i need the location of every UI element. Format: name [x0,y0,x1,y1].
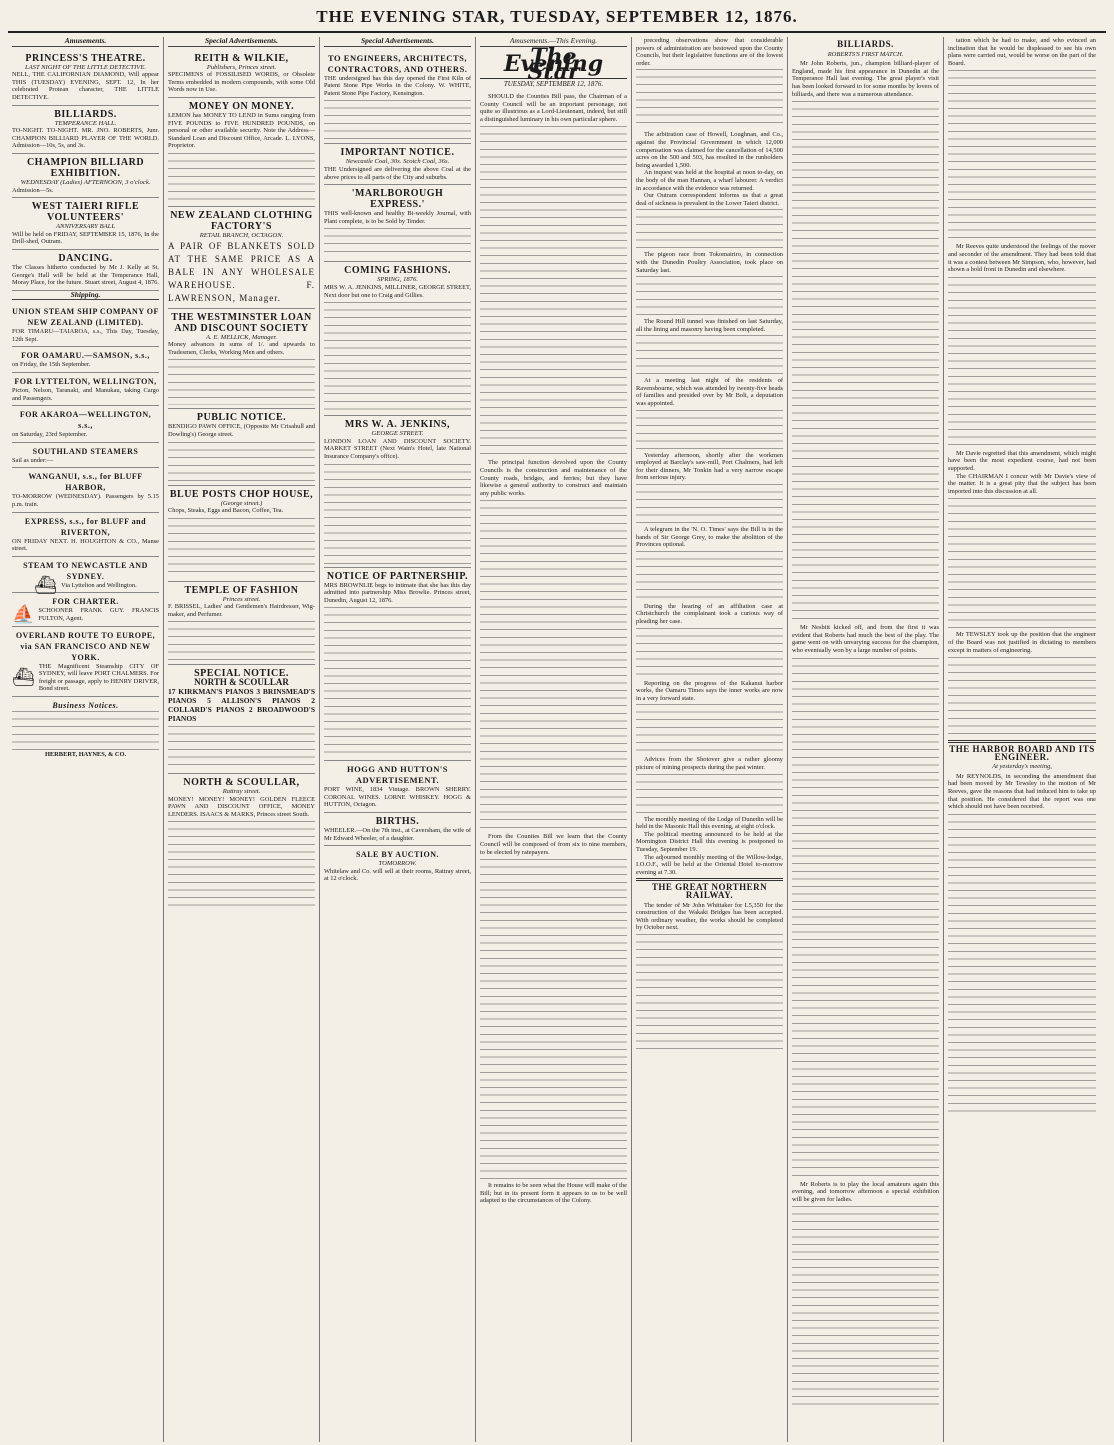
paper-title-logo: The Evening Star [480,50,627,80]
ship-ad-body: Sail as under:— [12,456,54,464]
news-paragraph: Yesterday afternoon, shortly after the workmen employed at Barclay's saw-mill, Port Chalmers, had left for their dinners, Mr Tonkin had a very narrow escape from serious injury. [636,451,783,482]
ad-title: PUBLIC NOTICE. [196,412,287,424]
article-title: THE HARBOR BOARD AND ITS ENGINEER. [949,744,1095,762]
ad-subtitle: (George street.) [220,499,263,507]
small-print-block [168,621,315,661]
ad-title: MRS W. A. JENKINS, [344,419,451,431]
editorial-paragraph: From the Counties Bill we learn that the County Council will be composed of from six to nine members, to be elected by ratepayers. [480,833,627,856]
ship-ad-title: WANGANUI, s.s., for BLUFF HARBOR, [28,472,143,493]
ad-block [324,185,471,262]
ad-block [324,262,471,416]
small-print-block [168,518,315,578]
ad-block [324,416,471,567]
small-print-block [636,410,783,450]
column-amusements [8,37,164,1442]
column-heading: Special Advertisements. [168,37,315,47]
news-paragraph: During the hearing of an affiliation case at Christchurch the complainant took a curious way of pleading her case. [636,602,783,625]
ad-block [168,50,315,98]
ad-body: THE Undersigned are delivering the above Coal at the above prices to all parts of the City and suburbs. [324,165,471,181]
news-paragraph: The pigeon race from Tokomairiro, in connection with the Dunedin Poultry Association, took place on Saturday last. [636,251,783,274]
ad-block [324,50,471,145]
ship-ad-body: SCHOONER FRANK GUY. FRANCIS FULTON, Agent. [38,607,159,622]
small-print-block [168,359,315,405]
ad-subtitle: Newcastle Coal, 30s. Scotch Coal, 36s. [345,158,450,166]
ad-title: SPECIAL NOTICE. [194,668,289,680]
ship-ad-title: UNION STEAM SHIP COMPANY OF NEW ZEALAND (LIMITED). [12,307,159,328]
small-print-block [636,934,783,1054]
column-grid [8,37,1106,1442]
small-print-block [324,100,471,140]
article-paragraph: Mr Roberts is to play the local amateurs again this evening, and tomorrow afternoon a special exhibition will be given for ladies. [792,1180,939,1203]
ad-block [168,774,315,914]
ship-ad-title: FOR OAMARU.—SAMSON, s.s., [21,351,150,361]
ad-block [12,154,159,198]
ship-ad-body: ON FRIDAY NEXT. H. HOUGHTON & CO., Manse street. [12,537,159,553]
page-masthead: THE EVENING STAR, TUESDAY, SEPTEMBER 12, 1876. [8,6,1106,33]
ship-ad-body: on Friday, the 15th September. [12,361,91,369]
ship-ad-body: TO-MORROW (WEDNESDAY). Passengers by 5.15 p.m. train. [12,493,159,509]
article-title: THE GREAT NORTHERN RAILWAY. [651,882,768,900]
steamship-icon: ⛴ [34,574,58,595]
dateline: TUESDAY, SEPTEMBER 12, 1876. [503,80,604,89]
column-heading: Amusements.—This Evening. [480,37,627,47]
small-print-block [948,277,1096,447]
column-heading: Amusements. [12,37,159,47]
ship-ad-title: FOR CHARTER. [52,597,119,607]
divider [636,878,783,880]
ad-block [324,813,471,846]
news-paragraph: Reporting on the progress of the Kakanui harbor works, the Oamaru Times says the inner works are now in a very forward state. [636,679,783,702]
news-paragraph: The Round Hill tunnel was finished on last Saturday, all the lining and masonry having been completed. [636,318,783,333]
article-paragraph: Mr John Roberts, jun., champion billiard-player of England, made his first appearance in Dunedin at the Temperance Hall last evening. The great player's visit has been looked forward to for some months by lovers of billiards, and there was a numerous attendance. [792,60,939,98]
news-paragraph: At a meeting last night of the residents of Ravensbourne, which was attended by twenty-five heads of families and presided over by Mr Bolt, a deputation was appointed. [636,377,783,408]
column-special-ads-1 [164,37,320,1442]
small-print-block [324,302,471,412]
column-special-ads-2 [320,37,476,1442]
news-paragraph: The political meeting announced to be held at the Mornington District Hall this evening is postponed to Tuesday, September 19. [636,830,783,853]
ad-subtitle: RETAIL BRANCH, OCTAGON. [199,231,284,239]
news-paragraph: Advices from the Shotover give a rather gloomy picture of mining prospects during the past winter. [636,756,783,771]
ad-title: REITH & WILKIE, [194,52,289,64]
ad-block [324,846,471,886]
ad-body: Money advances in sums of 1/. and upwards to Tradesmen, Clerks, Working Men and others. [168,341,315,356]
news-paragraph: The monthly meeting of the Lodge of Dunedin will be held in the Masonic Hall this evening, at eight o'clock. [636,815,783,831]
ad-title: NEW ZEALAND CLOTHING FACTORY'S [170,209,313,232]
ship-ad [12,373,159,406]
ad-body: LEMON has MONEY TO LEND in Sums ranging from FIVE POUNDS to FIVE HUNDRED POUNDS, on personal or other available security. Note the Address— Standard Loan and Discount Office, Arcade. L. LYONS, Proprietor. [168,111,315,150]
ad-block [12,250,159,291]
ship-ad-title: Business Notices. [52,700,119,710]
ship-ad [12,443,159,469]
ship-ad [12,697,159,762]
small-print-block [168,726,315,770]
small-print-block [324,228,471,258]
ad-body: SPECIMENS of FOSSILISED WORDS, or Obsolete Terms embedded in modern compounds, with some Old Words now in Use. [168,71,315,94]
ad-title: IMPORTANT NOTICE. [340,147,455,159]
small-print-block [480,500,627,830]
ad-title: TO ENGINEERS, ARCHITECTS, CONTRACTORS, AND OTHERS. [327,52,468,74]
ad-body: MONEY! MONEY! MONEY! GOLDEN FLEECE PAWN AND DISCOUNT OFFICE, MONEY LENDERS. ISAACS & MARKS, Princes street South. [168,795,315,818]
ad-subtitle: A. E. MELLICK, Manager. [206,333,277,341]
news-paragraph: An inquest was held at the hospital at noon to-day, on the body of the man Hannan, a wharf labourer. A verdict in accordance with the evidence was returned. [636,169,783,192]
ship-ad-title: EXPRESS, s.s., for BLUFF and RIVERTON, [24,516,147,537]
ad-body: THIS well-known and healthy Bi-weekly Journal, with Plant complete, is to be Sold by Tender. [324,210,471,225]
ad-body: A PAIR OF BLANKETS SOLD AT THE SAME PRICE AS A BALE IN ANY WHOLESALE WAREHOUSE. F. LAWRENSON, Manager. [168,240,315,303]
ship-ad [12,406,159,443]
ad-block [168,409,315,485]
article-subtitle: ROBERTS'S FIRST MATCH. [827,50,904,58]
ad-title: BILLIARDS. [54,108,117,120]
column-heading: Special Advertisements. [324,37,471,47]
schooner-icon: ⛵ [12,604,35,625]
ad-subtitle: TEMPERANCE HALL. [54,119,117,127]
ship-ad [12,627,159,697]
ship-ad-title: FOR LYTTELTON, WELLINGTON, [14,377,157,387]
column-billiards [788,37,944,1442]
ad-title: PRINCESS'S THEATRE. [25,52,146,64]
ad-body: BENDIGO PAWN OFFICE, (Opposite Mr Crisahull and Dowling's) George street. [168,423,315,438]
ad-title: SALE BY AUCTION. [355,850,440,860]
ad-block [324,568,471,762]
article-subtitle: At yesterday's meeting, [992,763,1052,771]
small-print-block [168,442,315,482]
small-print-block [168,821,315,911]
ship-ad [12,468,159,512]
ship-ad-title: SOUTHLAND STEAMERS [32,446,139,456]
ad-subtitle: Rattray street. [222,788,261,796]
editorial-paragraph: The principal function devolved upon the County Councils is the construction and maintenance of the County roads, bridges, and ferries; but they have likewise a general authority to construct and maintain any public works. [480,459,627,497]
ad-title: COMING FASHIONS. [344,265,451,277]
ad-block [168,582,315,666]
ad-title: NOTICE OF PARTNERSHIP. [326,570,469,582]
small-print-block [480,859,627,1179]
ad-title: HOGG AND HUTTON'S ADVERTISEMENT. [347,764,448,786]
ship-ad-body: THE Magnificent Steamship CITY OF SYDNEY, will leave PORT CHALMERS. For freight or passage, apply to HENRY DRIVER, Bond street. [38,662,159,693]
small-print-block [948,70,1096,240]
article-paragraph: Mr Davie regretted that this amendment, which might have been the most expedient course, had not been supported. [948,449,1096,472]
small-print-block [792,658,939,1178]
ad-block [12,106,159,154]
small-print-block [636,209,783,249]
ship-ad-body: HERBERT, HAYNES, & CO. [44,750,127,758]
article-paragraph: Mr Reeves quite understood the feelings of the mover and seconder of the amendment. They had been told that it was a contest between Mr Simpson, who, however, had shown a bold front in Dunedin and elsewhere. [948,243,1096,274]
article-body: Mr REYNOLDS, in seconding the amendment that had been moved by Mr Tewsley to the motion of Mr Reeves, gave the reasons that had induced him to take up that position. He considered that the report was one which should not have been received. [948,772,1096,811]
ad-block [12,198,159,250]
ship-ad-body: Picton, Nelson, Taranaki, and Manukau, taking Cargo and Passengers. [12,387,159,402]
small-print-block [480,126,627,456]
ad-title: CHAMPION BILLIARD EXHIBITION. [26,156,145,179]
ship-ad-body: on Saturday, 23rd September. [12,431,88,439]
ad-subtitle: TOMORROW. [378,860,417,868]
ad-title: TEMPLE OF FASHION [184,584,299,596]
ad-block [168,486,315,582]
news-paragraph: preceding observations show that considerable powers of administration are bestowed upon the County Councils, but their legislative functions are of the lowest order. [636,37,783,67]
ad-body: Admission—5s. [12,186,54,194]
small-print-block [636,484,783,524]
ad-body: WHEELER.—On the 7th inst., at Caversham, the wife of Mr Edward Wheeler, of a daughter. [324,827,471,842]
ad-body: TO-NIGHT. TO-NIGHT. MR. JNO. ROBERTS, Junr. CHAMPION BILLIARD PLAYER OF THE WORLD. Admission—10s, 5s, and 3s. [12,127,159,150]
ad-block [12,50,159,106]
divider [948,740,1096,742]
small-print-block [168,153,315,203]
ad-block [324,761,471,813]
news-paragraph: A telegram in the 'N. O. Times' says the Bill is in the hands of Sir George Grey, to make the abolition of the Provinces optional. [636,526,783,549]
ad-block [168,665,315,774]
ad-subtitle: Publishers, Princes street. [206,63,277,71]
article-paragraph: tation which he had to make, and who evinced an inclination that he would be displeased to see his own plans were carried out, would be worse on the part of the Board. [948,37,1096,67]
article-paragraph: Mr Nesbitt kicked off, and from the first it was evident that Roberts had much the best of the play. The game went on with unvarying success for the champion, who eventually won by a large number of points. [792,624,939,654]
small-print-block [636,704,783,754]
ship-ad-body: FOR TIMARU—TAIAROA, s.s., This Day, Tuesday, 12th Sept. [12,328,159,343]
ad-body: THE undersigned has this day opened the First Kiln of Patent Stone Pipe Works in the Colony. W. WHITE, Patent Stone Pipe Factory, Kensington. [324,74,471,97]
ad-body: MRS BROWNLIE begs to intimate that she has this day admitted into partnership Miss Browlie. Princes street, Dunedin, August 12, 1876. [324,581,471,604]
news-paragraph: The adjourned monthly meeting of the Willow-lodge, I.O.O.F., will be held at the Oriental Hotel to-morrow evening at 7.30. [636,853,783,876]
ad-subtitle: GEORGE STREET. [371,430,424,438]
section-heading-shipping: Shipping. [12,291,159,301]
small-print-block [636,335,783,375]
small-print-block [324,464,471,564]
ad-body: NELL, THE CALIFORNIAN DIAMOND, Will appear THIS (TUESDAY) EVENING, SEPT. 12, In her celebrated Protean character, THE LITTLE DETECTIVE. [12,71,159,101]
ship-ad-title: FOR AKAROA—WELLINGTON, s.s., [19,410,152,431]
small-print-block [636,276,783,316]
small-print-block [948,657,1096,737]
ship-ad-body: Via Lyttelton and Wellington. [61,581,137,589]
ad-title: THE WESTMINSTER LOAN AND DISCOUNT SOCIETY [171,311,312,334]
column-local-news [632,37,788,1442]
article-paragraph: The CHAIRMAN I concur with Mr Davie's view of the matter. It is a great pity that the subject has been imported into this discussion at all. [948,472,1096,495]
ad-title: DANCING. [58,252,113,264]
ad-block [168,98,315,207]
ad-subtitle: WEDNESDAY (Ladies) AFTERNOON, 3 o'clock. [20,178,151,186]
ship-ad-title: OVERLAND ROUTE TO EUROPE, via SAN FRANCISCO AND NEW YORK. [15,630,156,662]
ad-body: Chops, Steaks, Eggs and Bacon, Coffee, Tea. [168,507,284,515]
small-print-block [948,498,1096,628]
ad-body: 17 KIRKMAN'S PIANOS 3 BRINSMEAD'S PIANOS 5 ALLISON'S PIANOS 2 COLLARD'S PIANOS 2 BROADWOOD'S PIANOS [168,687,315,724]
ad-body: F. BRISSEL, Ladies' and Gentlemen's Hairdresser, Wig-maker, and Perfumer. [168,603,315,618]
ad-block [168,309,315,410]
ad-title: MONEY ON MONEY. [188,100,295,112]
article-body: The tender of Mr John Whittaker for L5,350 for the construction of the Wakaki Bridges has been accepted. With ordinary weather, the works should be completed by October next. [636,901,783,932]
small-print-block [948,814,1096,1114]
small-print-block [324,607,471,757]
ad-subtitle: NORTH & SCOULLAR [194,677,289,688]
ship-ad [12,347,159,373]
ad-body: MRS W. A. JENKINS, MILLINER, GEORGE STREET, Next door but one to Craig and Gillies. [324,283,471,299]
ad-body: Will be held on FRIDAY, SEPTEMBER 15, 1876, In the Drill-shed, Outram. [12,230,159,246]
ad-body: PORT WINE, 1834 Vintage. BROWN SHERRY. CORONAL WINES. LORNE WHISKEY. HOGG & HUTTON, Octagon. [324,786,471,809]
news-paragraph: Our Outram correspondent informs us that a great deal of sickness is prevalent in the Lower Taieri district. [636,192,783,207]
editorial-paragraph: SHOULD the Counties Bill pass, the Chairman of a County Council will be an important personage, not quite so illustrious as a Lord-Lieutenant, indeed, but still a distinguished luminary in his own particular sphere. [480,92,627,123]
ad-subtitle: SPRING, 1876. [377,276,418,284]
article-paragraph: Mr TEWSLEY took up the position that the engineer of the Board was not justified in dictating to members except in matters of engineering. [948,631,1096,654]
ship-ad [12,557,159,594]
ad-title: BIRTHS. [375,816,420,828]
ad-body: LONDON LOAN AND DISCOUNT SOCIETY. MARKET STREET (Next Wain's Hotel, late National Insurance Company's office). [324,437,471,460]
ship-ad [12,303,159,347]
ship-ad [12,593,159,626]
ad-title: BLUE POSTS CHOP HOUSE, [169,488,314,500]
ad-title: 'MARLBOROUGH EXPRESS.' [351,188,444,211]
ad-title: NORTH & SCOULLAR, [183,777,300,789]
column-harbor-board [944,37,1100,1442]
ship-ad-title: STEAM TO NEWCASTLE AND SYDNEY. [23,560,148,581]
ship-ad [12,513,159,557]
ad-body: The Classes hitherto conducted by Mr J. Kelly at St. George's Hall will be held at the Temperance Hall, Moray Place, for the future. Stuart street, August 4, 1876. [12,263,159,287]
article-title: BILLIARDS. [837,39,894,49]
ad-body: Whitelaw and Co. will sell at their rooms, Rattray street, at 12 o'clock. [324,867,471,883]
small-print-block [12,711,159,751]
ad-block [324,144,471,185]
editorial-paragraph: It remains to be seen what the House will make of the Bill; but in its present form it appears to us to be well adapted to the circumstances of the Colony. [480,1182,627,1205]
ad-title: WEST TAIERI RIFLE VOLUNTEERS' [31,201,140,224]
column-editorial [476,37,632,1442]
small-print-block [636,551,783,601]
ad-block [168,207,315,309]
small-print-block [792,1206,939,1406]
ad-subtitle: ANNIVERSARY BALL [55,223,116,231]
small-print-block [636,69,783,129]
small-print-block [636,774,783,814]
small-print-block [636,628,783,678]
steamship-icon: ⛴ [12,666,35,687]
small-print-block [792,101,939,621]
ad-subtitle: Princes street. [222,595,261,603]
ad-subtitle: LAST NIGHT OF THE LITTLE DETECTIVE. [24,63,147,71]
news-paragraph: The arbitration case of Howell, Loughnan, and Co., against the Provincial Government in which 12,000 compensation was claimed for the cancellation of 14,500 acres on the 500 and 503, has resulted in the runholders being awarded 1,500. [636,131,783,169]
